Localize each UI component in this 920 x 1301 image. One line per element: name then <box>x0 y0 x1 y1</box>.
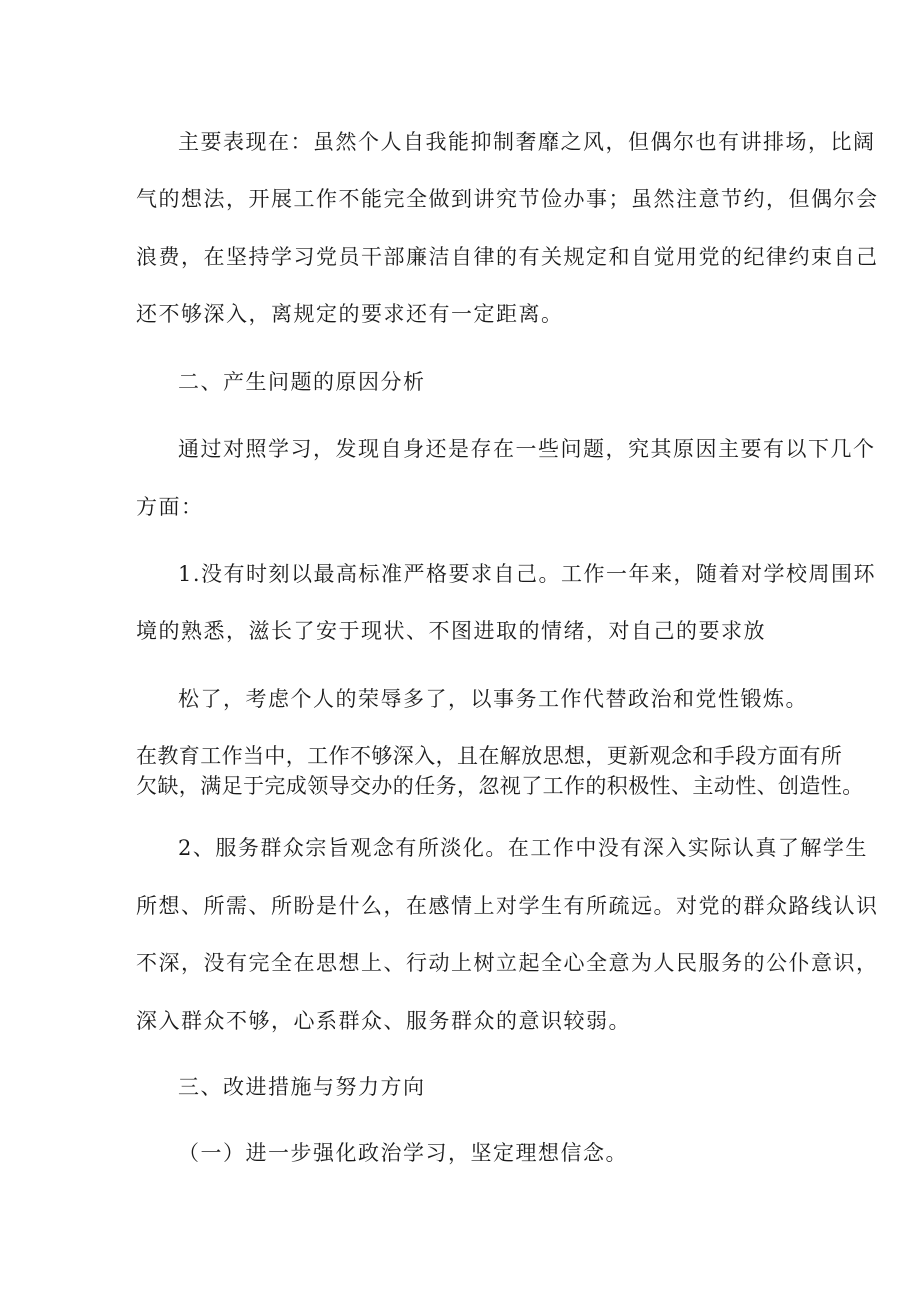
section-heading: 三、改进措施与努力方向 <box>178 1075 426 1099</box>
paragraph-line: 松了，考虑个人的荣辱多了，以事务工作代替政治和党性锻炼。 <box>178 687 808 711</box>
paragraph-line: 通过对照学习，发现自身还是存在一些问题，究其原因主要有以下几个 <box>178 437 876 461</box>
paragraph-line: 气的想法，开展工作不能完全做到讲究节俭办事；虽然注意节约，但偶尔会 <box>136 187 879 211</box>
paragraph-line: 境的熟悉，滋长了安于现状、不图进取的情绪，对自己的要求放 <box>136 619 766 643</box>
paragraph-line: 深入群众不够，心系群众、服务群众的意识较弱。 <box>136 1009 631 1033</box>
paragraph-line: 在教育工作当中，工作不够深入，且在解放思想，更新观念和手段方面有所 <box>136 744 843 768</box>
paragraph-line: 还不够深入，离规定的要求还有一定距离。 <box>136 302 564 326</box>
paragraph-line: 浪费，在坚持学习党员干部廉洁自律的有关规定和自觉用党的纪律约束自己 <box>136 245 879 269</box>
paragraph-line: 方面： <box>136 495 204 519</box>
paragraph-line: 1.没有时刻以最高标准严格要求自己。工作一年来，随着对学校周围环 <box>178 562 877 586</box>
section-heading: 二、产生问题的原因分析 <box>178 370 426 394</box>
subsection-heading: （一）进一步强化政治学习，坚定理想信念。 <box>178 1141 628 1165</box>
paragraph-line: 不深，没有完全在思想上、行动上树立起全心全意为人民服务的公仆意识， <box>136 951 879 975</box>
paragraph-line: 2、服务群众宗旨观念有所淡化。在工作中没有深入实际认真了解学生 <box>178 836 868 860</box>
paragraph-line: 欠缺，满足于完成领导交办的任务，忽视了工作的积极性、主动性、创造性。 <box>136 774 864 798</box>
paragraph-line: 所想、所需、所盼是什么，在感情上对学生有所疏远。对党的群众路线认识 <box>136 894 879 918</box>
paragraph-line: 主要表现在：虽然个人自我能抑制奢靡之风，但偶尔也有讲排场，比阔 <box>178 130 876 154</box>
